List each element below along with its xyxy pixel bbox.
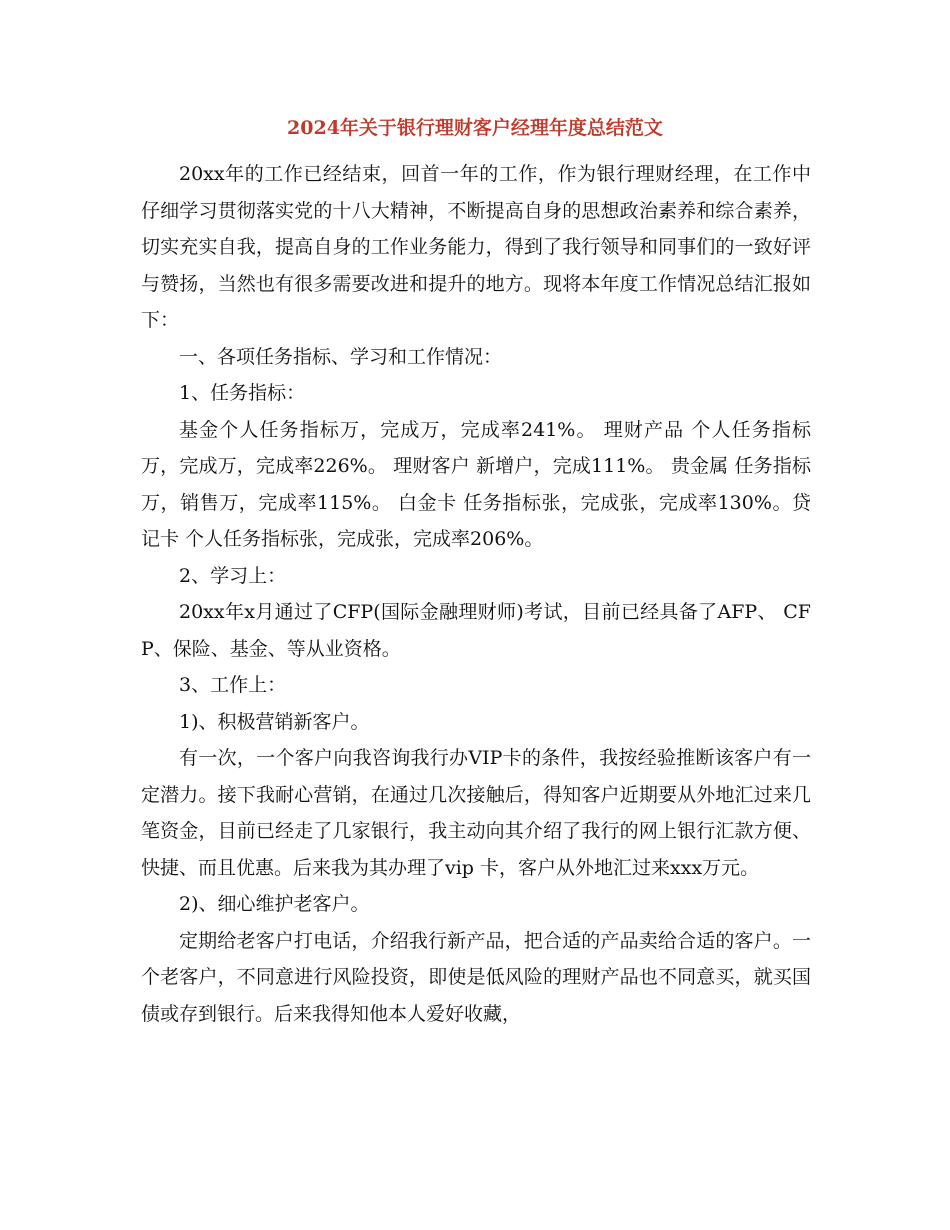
document-title: 2024年关于银行理财客户经理年度总结范文: [287, 117, 663, 139]
paragraph-task-targets: 基金个人任务指标万，完成万，完成率241%。 理财产品 个人任务指标万，完成万，完成率226%。 理财客户 新增户，完成111%。 贵金属 任务指标万，销售万，完成率115%。 白金卡 任务指标张，完成张，完成率130%。贷记卡 个人任务指标张，完成张，完成率206%。: [141, 418, 811, 550]
subheading-new-customers: 1)、积极营销新客户。: [179, 710, 370, 733]
subheading-old-customers: 2)、细心维护老客户。: [179, 893, 370, 915]
section-heading-1: 一、各项任务指标、学习和工作情况：: [179, 345, 503, 368]
subheading-work: 3、工作上：: [179, 674, 287, 696]
subheading-study: 2、学习上：: [179, 564, 287, 587]
paragraph-study: 20xx年x月通过了CFP(国际金融理财师)考试，目前已经具备了AFP、 CFP、保险、基金、等从业资格。: [141, 601, 811, 660]
paragraph-new-customers: 有一次，一个客户向我咨询我行办VIP卡的条件，我按经验推断该客户有一 定潜力。接下我耐心营销，在通过几次接触后，得知客户近期要从外地汇过来几 笔资金，目前已经走了几家银行，我主动向其介绍了我行的网上银行汇款方便、 快捷、而且优惠。后来我为其办理了vip 卡，客户从外地汇过来xxx万元。: [141, 747, 811, 879]
subheading-task-targets: 1、任务指标：: [179, 382, 306, 404]
paragraph-old-customers: 定期给老客户打电话，介绍我行新产品，把合适的产品卖给合适的客户。一 个老客户，不同意进行风险投资，即使是低风险的理财产品也不同意买，就买国 债或存到银行。后来我得知他本人爱好收藏，: [141, 929, 811, 1025]
paragraph-intro: 20xx年的工作已经结束，回首一年的工作，作为银行理财经理，在工作中仔细学习贯彻落实党的十八大精神，不断提高自身的思想政治素养和综合素养，切实充实自我，提高自身的工作业务能力，得到了我行领导和同事们的一致好评与赞扬，当然也有很多需要改进和提升的地方。现将本年度工作情况总结汇报如下：: [141, 163, 811, 331]
document-body: [141, 156, 811, 1032]
